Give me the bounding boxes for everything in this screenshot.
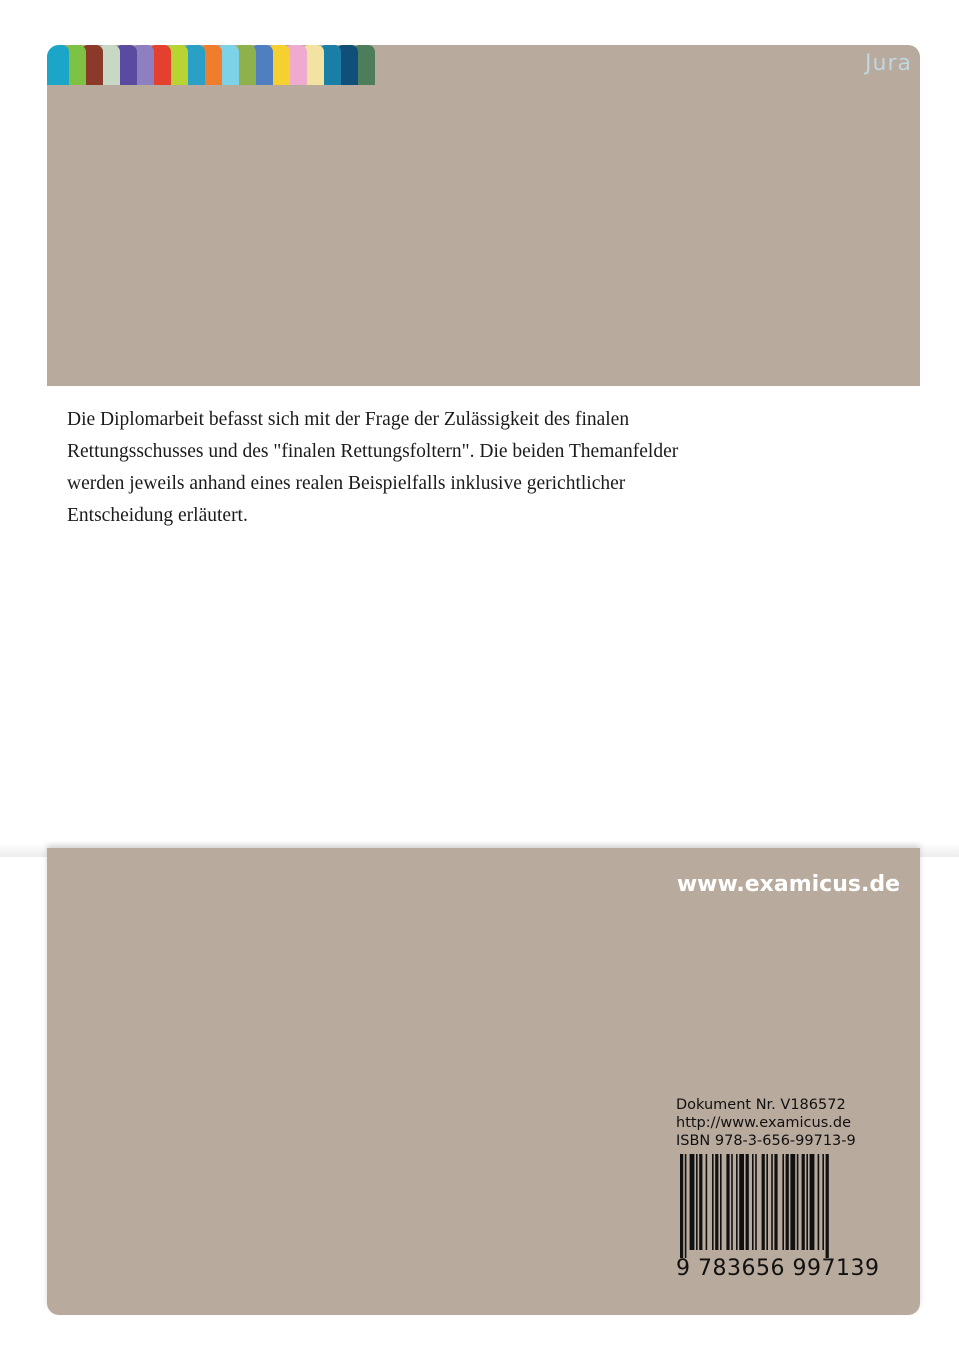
barcode-bar [774,1154,777,1250]
barcode-bars [676,1154,902,1258]
barcode-bar [802,1154,805,1250]
barcode-bar [782,1154,784,1250]
barcode-bar [696,1154,698,1250]
document-number: Dokument Nr. V186572 [676,1097,846,1113]
barcode-bar [746,1154,749,1250]
barcode-bar [736,1154,738,1250]
barcode-bar [731,1154,733,1250]
barcode-bar [810,1154,815,1250]
barcode-bar [685,1154,687,1258]
abstract-text [67,404,807,532]
publisher-url: www.examicus.de [676,872,900,897]
barcode-bar [806,1154,808,1250]
barcode-bar [720,1154,722,1250]
color-tab [47,45,69,85]
barcode-bar [762,1154,765,1250]
barcode-bar [755,1154,757,1250]
barcode-bar [699,1154,702,1250]
barcode-bar [826,1154,829,1258]
color-tab-strip [47,45,387,85]
barcode-bar [797,1154,799,1250]
barcode-bar [752,1154,754,1250]
barcode-bar [715,1154,718,1250]
barcode-bar [726,1154,729,1250]
barcode-bar [706,1154,708,1250]
cover-bottom-panel [47,848,920,1315]
web-address: http://www.examicus.de [676,1115,852,1131]
barcode-digits: 9 783656 997139 [676,1256,880,1281]
barcode-bar [712,1154,714,1250]
barcode-bar [822,1154,824,1250]
barcode-bar [790,1154,795,1250]
document-meta [676,1096,910,1150]
barcode [676,1154,902,1288]
barcode-bar [690,1154,695,1250]
isbn-text: ISBN 978-3-656-99713-9 [676,1133,856,1149]
barcode-bar [739,1154,744,1250]
abstract-line: Die Diplomarbeit befasst sich mit der Frage der Zulässigkeit des finalen [67,409,630,430]
barcode-bar [786,1154,789,1250]
cover-top-panel [47,45,920,386]
category-label: Jura [865,51,912,76]
barcode-bar [818,1154,820,1250]
abstract-line: Rettungsschusses und des "finalen Rettungsfoltern". Die beiden Themanfelder [67,441,679,462]
abstract-line: Entscheidung erläutert. [67,505,248,526]
barcode-bar [766,1154,768,1250]
abstract-line: werden jeweils anhand eines realen Beispielfalls inklusive gerichtlicher [67,473,626,494]
barcode-bar [771,1154,773,1250]
barcode-bar [680,1154,683,1258]
